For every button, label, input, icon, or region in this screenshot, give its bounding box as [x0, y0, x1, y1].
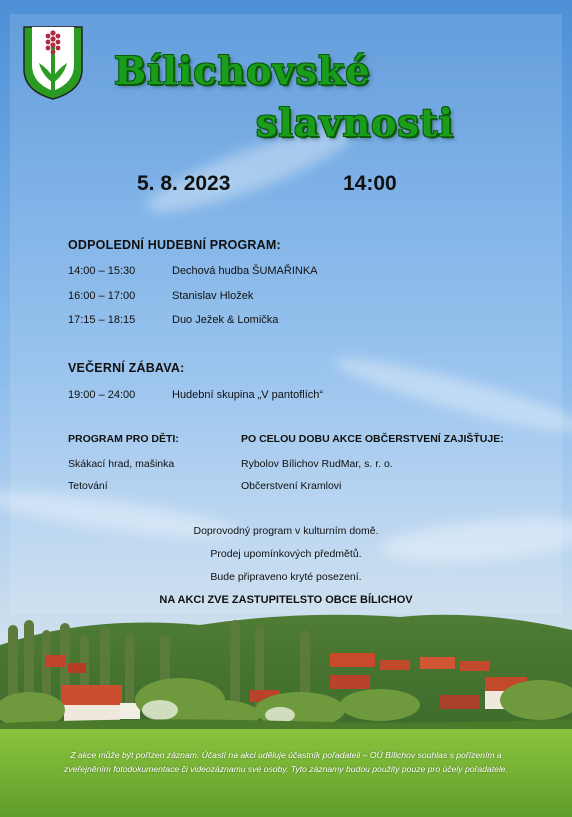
refreshments-item: Občerstvení Kramlovi — [241, 480, 342, 492]
program-desc: Hudební skupina „V pantoflích“ — [172, 389, 324, 401]
village-landscape-photo — [0, 605, 572, 817]
notice-line: zveřejněním fotodokumentace či videozáznamu své osoby. Tyto záznamy budou použity pouze pro účely pořadatele. — [64, 764, 508, 774]
kids-program-heading: PROGRAM PRO DĚTI: — [68, 433, 179, 445]
refreshments-item: Rybolov Bílichov RudMar, s. r. o. — [241, 458, 393, 470]
program-time: 14:00 – 15:30 — [68, 265, 136, 277]
notice-line: Z akce může být pořízen záznam. Účastí na akci uděluje účastník pořadateli – OÚ Bílichov souhlas s pořízením a — [70, 750, 502, 760]
program-time: 16:00 – 17:00 — [68, 290, 136, 302]
program-time: 17:15 – 18:15 — [68, 314, 136, 326]
program-desc: Duo Ježek & Lomička — [172, 314, 279, 326]
event-time: 14:00 — [343, 172, 397, 195]
program-desc: Stanislav Hložek — [172, 290, 254, 302]
extra-program-line: Doprovodný program v kulturním domě. — [193, 525, 379, 537]
afternoon-program-heading: ODPOLEDNÍ HUDEBNÍ PROGRAM: — [68, 238, 281, 252]
invitation-line: NA AKCI ZVE ZASTUPITELSTO OBCE BÍLICHOV — [159, 594, 413, 606]
refreshments-heading: PO CELOU DOBU AKCE OBČERSTVENÍ ZAJIŠŤUJE: — [241, 433, 504, 445]
event-title-line1: Bílichovské — [114, 48, 371, 93]
photo-consent-notice — [30, 748, 542, 776]
kids-program-item: Skákací hrad, mašinka — [68, 458, 175, 470]
kids-program-item: Tetování — [68, 480, 108, 492]
extra-program-line: Bude připraveno kryté posezení. — [210, 571, 362, 583]
event-title-line2: slavnosti — [256, 100, 454, 145]
event-date: 5. 8. 2023 — [137, 172, 231, 195]
extra-program-line: Prodej upomínkových předmětů. — [210, 548, 362, 560]
evening-program-heading: VEČERNÍ ZÁBAVA: — [68, 361, 185, 375]
village-coat-of-arms-icon — [22, 25, 84, 101]
program-desc: Dechová hudba ŠUMAŘINKA — [172, 265, 318, 277]
program-time: 19:00 – 24:00 — [68, 389, 136, 401]
